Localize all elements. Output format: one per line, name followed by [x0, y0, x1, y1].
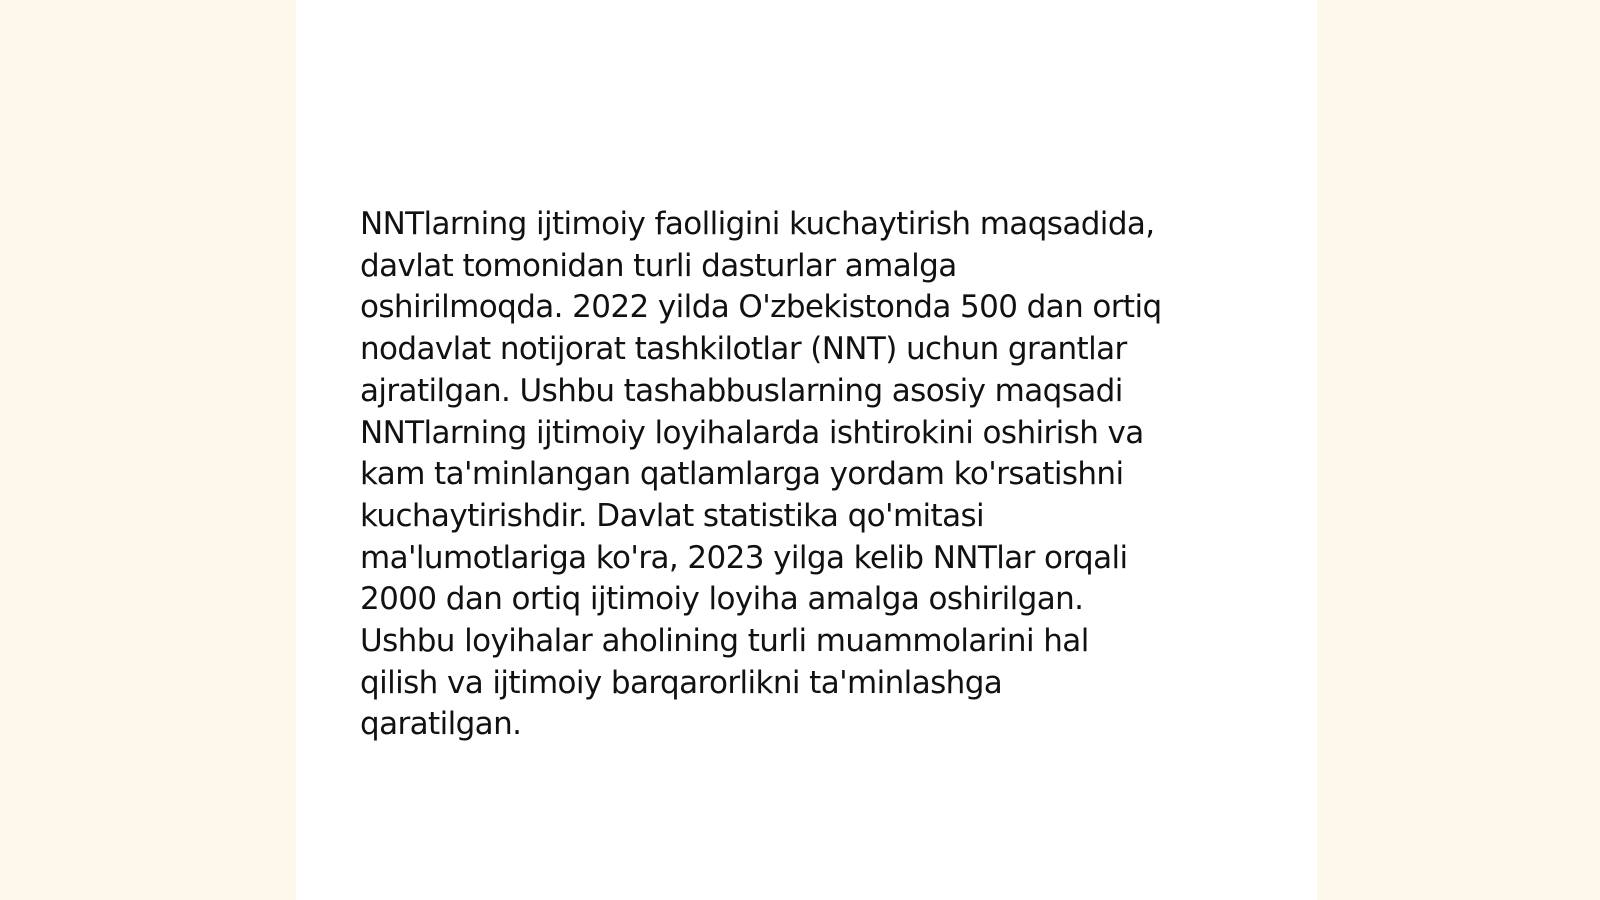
paragraph-line: ma'lumotlariga ko'ra, 2023 yilga kelib NNTlar orqali	[360, 539, 1128, 576]
paragraph-line: 2000 dan ortiq ijtimoiy loyiha amalga oshirilgan.	[360, 581, 1084, 618]
paragraph-line: qilish va ijtimoiy barqarorlikni ta'minlashga	[360, 664, 1003, 701]
paragraph-line: kuchaytirishdir. Davlat statistika qo'mitasi	[360, 497, 985, 534]
body-paragraph	[360, 204, 1260, 746]
paragraph-line: davlat tomonidan turli dasturlar amalga	[360, 247, 957, 284]
paragraph-line: oshirilmoqda. 2022 yilda O'zbekistonda 500 dan ortiq	[360, 289, 1162, 326]
paragraph-line: ajratilgan. Ushbu tashabbuslarning asosiy maqsadi	[360, 372, 1123, 409]
paragraph-line: NNTlarning ijtimoiy loyihalarda ishtirokini oshirish va	[360, 414, 1144, 451]
paragraph-line: nodavlat notijorat tashkilotlar (NNT) uchun grantlar	[360, 331, 1127, 368]
paragraph-line: qaratilgan.	[360, 706, 522, 743]
paragraph-line: NNTlarning ijtimoiy faolligini kuchaytirish maqsadida,	[360, 206, 1155, 242]
document-page	[296, 0, 1317, 900]
paragraph-line: Ushbu loyihalar aholining turli muammolarini hal	[360, 623, 1089, 660]
paragraph-line: kam ta'minlangan qatlamlarga yordam ko'rsatishni	[360, 456, 1124, 493]
